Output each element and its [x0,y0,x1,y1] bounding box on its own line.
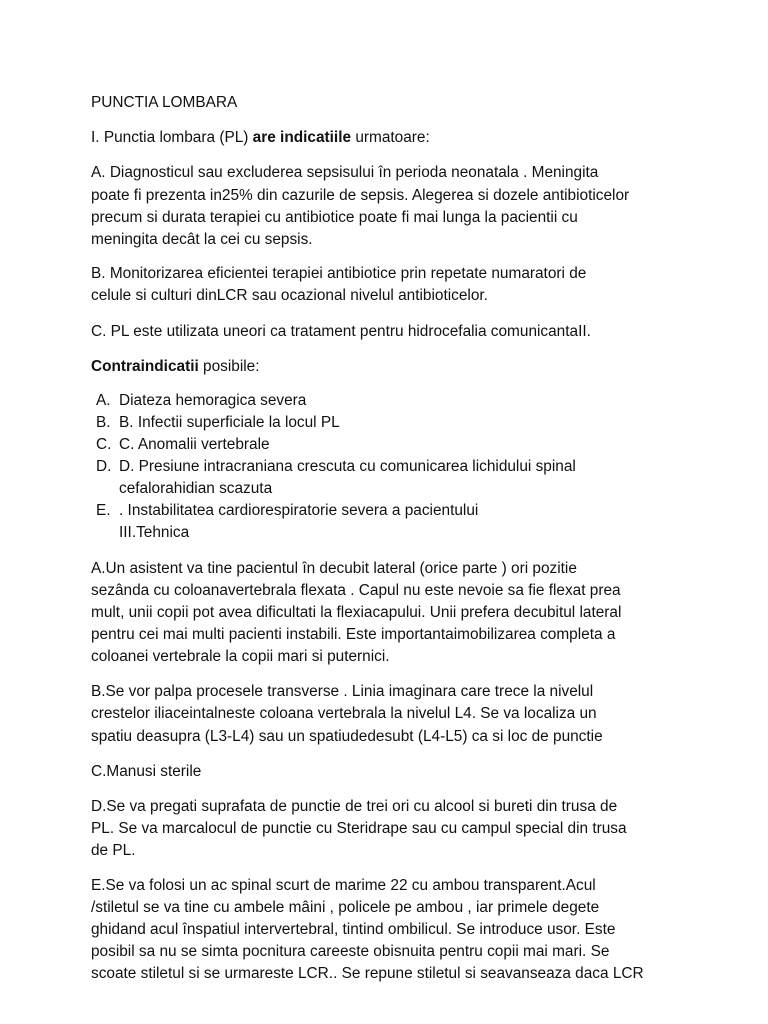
paragraph-line: celule si culturi dinLCR sau ocazional nivelul antibioticelor. [91,287,488,304]
paragraph-line: coloanei vertebrale la copii mari si puternici. [91,648,390,665]
list-item: . Instabilitatea cardiorespiratorie severa a pacientului [119,502,479,519]
paragraph-line: de PL. [91,842,136,859]
paragraph-line: scoate stiletul si se urmareste LCR.. Se repune stiletul si seavanseaza daca LCR [91,965,644,982]
paragraph-line: B.Se vor palpa procesele transverse . Linia imaginara care trece la nivelul [91,683,594,700]
list-marker: D. [96,458,112,475]
paragraph-line: /stiletul se va tine cu ambele mâini , policele pe ambou , iar primele degete [91,899,600,916]
paragraph-line: ghidand acul înspatiul intervertebral, tintind ombilicul. Se introduce usor. Este [91,921,616,938]
list-marker: B. [96,414,111,431]
heading-bold: are indicatiile [252,129,352,146]
list-marker: E. [96,502,111,519]
document-title: PUNCTIA LOMBARA [91,94,238,111]
paragraph-line: mult, unii copii pot avea dificultati la flexiacapului. Unii prefera decubitul lateral [91,604,622,621]
list-marker: C. [96,436,112,453]
paragraph-line: spatiu deasupra (L3-L4) sau un spatiudedesubt (L4-L5) ca si loc de punctie [91,728,603,745]
paragraph-line: pentru cei mai multi pacienti instabili. Este importantaimobilizarea completa a [91,626,616,643]
list-marker: A. [96,392,111,409]
paragraph-line: crestelor iliaceintalneste coloana vertebrala la nivelul L4. Se va localiza un [91,705,597,722]
paragraph-line: PL. Se va marcalocul de punctie cu Steridrape sau cu campul special din trusa [91,820,627,837]
heading-rest: posibile: [198,358,260,375]
list-item: B. Infectii superficiale la locul PL [119,414,340,431]
section-indications-heading [91,128,430,148]
list-item-continuation: cefalorahidian scazuta [119,480,273,497]
paragraph-line: B. Monitorizarea eficientei terapiei antibiotice prin repetate numaratori de [91,265,587,282]
paragraph-line: posibil sa nu se simta pocnitura careeste obisnuita pentru copii mai mari. Se [91,943,610,960]
paragraph-line: precum si durata terapiei cu antibiotice poate fi mai lunga la pacientii cu [91,209,578,226]
heading-bold: Contraindicatii [91,358,199,375]
paragraph-line: meningita decât la cei cu sepsis. [91,231,313,248]
paragraph-line: C.Manusi sterile [91,763,202,780]
heading-prefix: I. Punctia lombara (PL) [91,129,253,146]
list-item: D. Presiune intracraniana crescuta cu comunicarea lichidului spinal [119,458,576,475]
paragraph-line: sezânda cu coloanavertebrala flexata . Capul nu este nevoie sa fie flexat prea [91,582,621,599]
paragraph-line: D.Se va pregati suprafata de punctie de trei ori cu alcool si bureti din trusa de [91,798,618,815]
contraindications-heading [91,357,260,377]
paragraph-line: poate fi prezenta in25% din cazurile de sepsis. Alegerea si dozele antibioticelor [91,187,630,204]
section-technique-heading: III.Tehnica [119,524,190,541]
list-item: C. Anomalii vertebrale [119,436,270,453]
paragraph-line: A.Un asistent va tine pacientul în decubit lateral (orice parte ) ori pozitie [91,560,577,577]
paragraph-line: E.Se va folosi un ac spinal scurt de marime 22 cu ambou transparent.Acul [91,877,596,894]
paragraph-line: A. Diagnosticul sau excluderea sepsisului în perioda neonatala . Meningita [91,164,599,181]
list-item: Diateza hemoragica severa [119,392,307,409]
heading-suffix: urmatoare: [351,129,430,146]
paragraph-line: C. PL este utilizata uneori ca tratament pentru hidrocefalia comunicantaII. [91,323,591,340]
